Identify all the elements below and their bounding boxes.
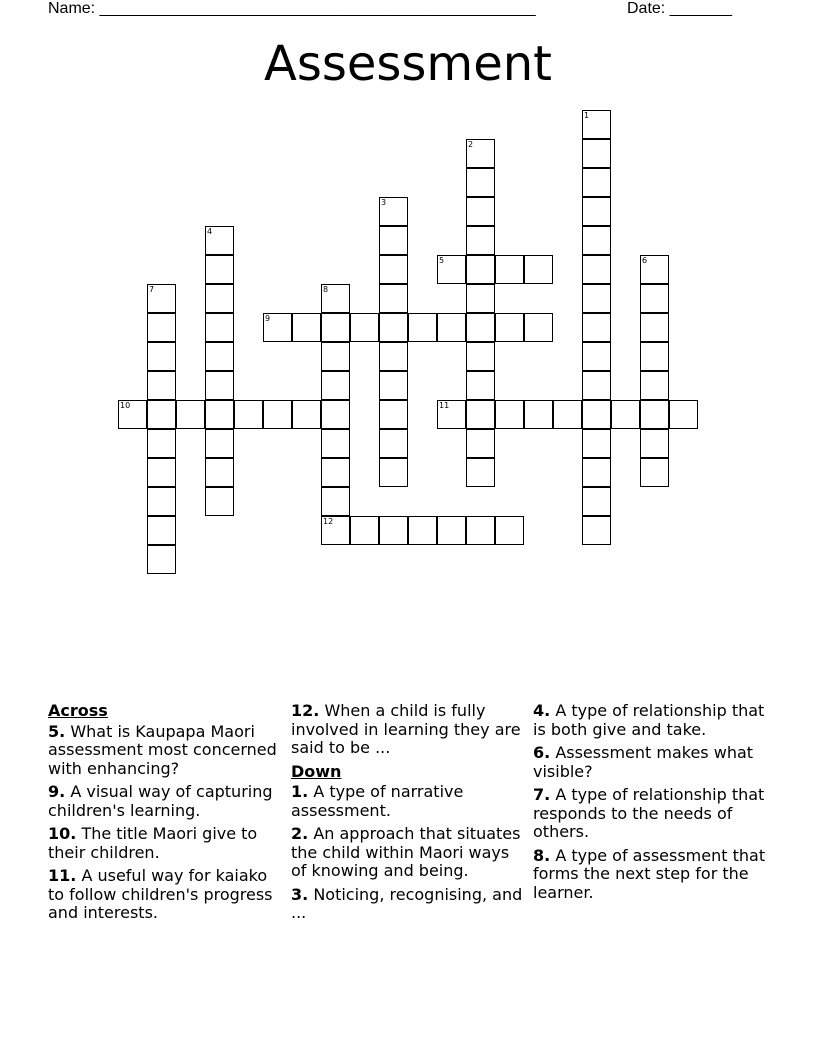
clue-number: 2. <box>291 824 309 843</box>
grid-cell[interactable] <box>582 400 611 429</box>
grid-cell[interactable] <box>582 371 611 400</box>
grid-cell[interactable] <box>379 371 408 400</box>
grid-cell[interactable] <box>147 284 176 313</box>
clue-number: 4. <box>533 701 551 720</box>
grid-cell[interactable] <box>466 255 495 284</box>
grid-cell[interactable] <box>408 313 437 342</box>
clue-number: 9. <box>48 782 66 801</box>
grid-cell[interactable] <box>379 226 408 255</box>
grid-cell[interactable] <box>466 168 495 197</box>
clue-across-5 <box>48 723 284 779</box>
cell-number: 7 <box>149 285 155 294</box>
grid-cell[interactable] <box>611 400 640 429</box>
grid-cell[interactable] <box>205 284 234 313</box>
clue-text: What is Kaupapa Maori assessment most concerned with enhancing? <box>48 721 277 778</box>
clue-across-9 <box>48 783 284 820</box>
clue-down-4 <box>533 702 769 739</box>
clue-down-1 <box>291 783 527 820</box>
grid-cell[interactable] <box>582 487 611 516</box>
cell-number: 8 <box>323 285 329 294</box>
grid-cell[interactable] <box>437 400 466 429</box>
clue-down-2 <box>291 825 527 881</box>
grid-cell[interactable] <box>437 313 466 342</box>
grid-cell[interactable] <box>321 458 350 487</box>
grid-cell[interactable] <box>466 458 495 487</box>
grid-cell[interactable] <box>640 342 669 371</box>
grid-cell[interactable] <box>582 458 611 487</box>
clue-text: Noticing, recognising, and ... <box>291 884 523 922</box>
grid-cell[interactable] <box>466 313 495 342</box>
grid-cell[interactable] <box>582 197 611 226</box>
clue-number: 11. <box>48 866 77 885</box>
grid-cell[interactable] <box>669 400 698 429</box>
grid-cell[interactable] <box>205 371 234 400</box>
grid-cell[interactable] <box>582 342 611 371</box>
grid-cell[interactable] <box>495 255 524 284</box>
grid-cell[interactable] <box>350 313 379 342</box>
page-title: Assessment <box>264 36 552 92</box>
clues-column-1 <box>48 702 284 928</box>
grid-cell[interactable] <box>437 516 466 545</box>
clue-text: A visual way of capturing children's learning. <box>48 782 273 820</box>
clue-number: 7. <box>533 785 551 804</box>
grid-cell[interactable] <box>147 313 176 342</box>
grid-cell[interactable] <box>640 284 669 313</box>
grid-cell[interactable] <box>582 516 611 545</box>
grid-cell[interactable] <box>466 342 495 371</box>
clue-text: A type of narrative assessment. <box>291 782 464 820</box>
grid-cell[interactable] <box>553 400 582 429</box>
grid-cell[interactable] <box>379 255 408 284</box>
cell-number: 2 <box>468 140 474 149</box>
grid-cell[interactable] <box>147 429 176 458</box>
grid-cell[interactable] <box>582 110 611 139</box>
grid-cell[interactable] <box>147 516 176 545</box>
clue-down-8 <box>533 847 769 903</box>
clue-number: 8. <box>533 845 551 865</box>
grid-cell[interactable] <box>582 226 611 255</box>
cell-number: 5 <box>439 256 445 265</box>
grid-cell[interactable] <box>321 429 350 458</box>
grid-cell[interactable] <box>321 313 350 342</box>
grid-cell[interactable] <box>466 284 495 313</box>
cell-number: 9 <box>265 314 271 323</box>
grid-cell[interactable] <box>205 226 234 255</box>
cell-number: 6 <box>642 256 648 265</box>
clue-down-3 <box>291 886 527 923</box>
clue-number: 1. <box>291 782 309 801</box>
grid-cell[interactable] <box>582 255 611 284</box>
grid-cell[interactable] <box>640 458 669 487</box>
grid-cell[interactable] <box>640 400 669 429</box>
cell-number: 1 <box>584 111 590 120</box>
grid-cell[interactable] <box>495 516 524 545</box>
grid-cell[interactable] <box>292 313 321 342</box>
clues-column-2 <box>291 702 527 928</box>
grid-cell[interactable] <box>205 458 234 487</box>
clue-text: Assessment makes what visible? <box>533 743 754 781</box>
grid-cell[interactable] <box>379 400 408 429</box>
grid-cell[interactable] <box>205 429 234 458</box>
grid-cell[interactable] <box>466 371 495 400</box>
grid-cell[interactable] <box>321 342 350 371</box>
grid-cell[interactable] <box>147 342 176 371</box>
clue-text: A type of assessment that forms the next step for the learner. <box>533 845 766 902</box>
cell-number: 11 <box>439 401 450 410</box>
cell-number: 4 <box>207 227 213 236</box>
clue-text: A useful way for kaiako to follow children's progress and interests. <box>48 866 273 922</box>
grid-cell[interactable] <box>321 284 350 313</box>
name-field[interactable]: Name: _________________________________________________ <box>48 0 536 17</box>
grid-cell[interactable] <box>379 516 408 545</box>
grid-cell[interactable] <box>205 342 234 371</box>
grid-cell[interactable] <box>466 429 495 458</box>
grid-cell[interactable] <box>524 255 553 284</box>
grid-cell[interactable] <box>321 487 350 516</box>
grid-cell[interactable] <box>437 255 466 284</box>
down-heading: Down <box>291 761 342 781</box>
clue-number: 5. <box>48 721 66 741</box>
grid-cell[interactable] <box>379 342 408 371</box>
clue-number: 10. <box>48 824 77 843</box>
grid-cell[interactable] <box>466 516 495 545</box>
grid-cell[interactable] <box>640 429 669 458</box>
grid-cell[interactable] <box>292 400 321 429</box>
grid-cell[interactable] <box>205 313 234 342</box>
grid-cell[interactable] <box>582 284 611 313</box>
clue-text: A type of relationship that responds to the needs of others. <box>533 785 765 841</box>
grid-cell[interactable] <box>234 400 263 429</box>
clue-number: 6. <box>533 743 551 762</box>
across-heading: Across <box>48 701 108 720</box>
grid-cell[interactable] <box>408 516 437 545</box>
grid-cell[interactable] <box>466 139 495 168</box>
clue-across-10 <box>48 825 284 862</box>
clue-number: 3. <box>291 884 309 904</box>
cell-number: 10 <box>120 401 131 410</box>
grid-cell[interactable] <box>321 400 350 429</box>
grid-cell[interactable] <box>640 255 669 284</box>
clue-text: A type of relationship that is both give and take. <box>533 701 765 739</box>
grid-cell[interactable] <box>147 371 176 400</box>
grid-cell[interactable] <box>495 400 524 429</box>
grid-cell[interactable] <box>321 516 350 545</box>
grid-cell[interactable] <box>263 400 292 429</box>
cell-number: 12 <box>323 517 334 526</box>
grid-cell[interactable] <box>147 545 176 574</box>
clue-text: When a child is fully involved in learning they are said to be ... <box>291 701 521 757</box>
grid-cell[interactable] <box>582 429 611 458</box>
grid-cell[interactable] <box>379 458 408 487</box>
grid-cell[interactable] <box>379 197 408 226</box>
clue-text: An approach that situates the child within Maori ways of knowing and being. <box>291 824 521 880</box>
grid-cell[interactable] <box>582 168 611 197</box>
cell-number: 3 <box>381 198 387 207</box>
clue-text: The title Maori give to their children. <box>48 824 258 862</box>
grid-cell[interactable] <box>176 400 205 429</box>
clue-number: 12. <box>291 701 320 720</box>
clue-across-12 <box>291 702 527 758</box>
grid-cell[interactable] <box>118 400 147 429</box>
grid-cell[interactable] <box>350 516 379 545</box>
grid-cell[interactable] <box>640 371 669 400</box>
grid-cell[interactable] <box>205 255 234 284</box>
grid-cell[interactable] <box>466 400 495 429</box>
grid-cell[interactable] <box>466 226 495 255</box>
grid-cell[interactable] <box>379 284 408 313</box>
grid-cell[interactable] <box>640 313 669 342</box>
grid-cell[interactable] <box>147 458 176 487</box>
grid-cell[interactable] <box>466 197 495 226</box>
grid-cell[interactable] <box>263 313 292 342</box>
grid-cell[interactable] <box>524 313 553 342</box>
grid-cell[interactable] <box>379 313 408 342</box>
grid-cell[interactable] <box>582 313 611 342</box>
date-field[interactable]: Date: _______ <box>627 0 732 17</box>
grid-cell[interactable] <box>321 371 350 400</box>
grid-cell[interactable] <box>205 487 234 516</box>
grid-cell[interactable] <box>147 487 176 516</box>
grid-cell[interactable] <box>495 313 524 342</box>
grid-cell[interactable] <box>524 400 553 429</box>
clue-down-7 <box>533 786 769 842</box>
grid-cell[interactable] <box>205 400 234 429</box>
clue-across-11 <box>48 867 284 923</box>
clue-down-6 <box>533 744 769 781</box>
grid-cell[interactable] <box>147 400 176 429</box>
grid-cell[interactable] <box>379 429 408 458</box>
clues-column-3 <box>533 702 769 907</box>
grid-cell[interactable] <box>582 139 611 168</box>
